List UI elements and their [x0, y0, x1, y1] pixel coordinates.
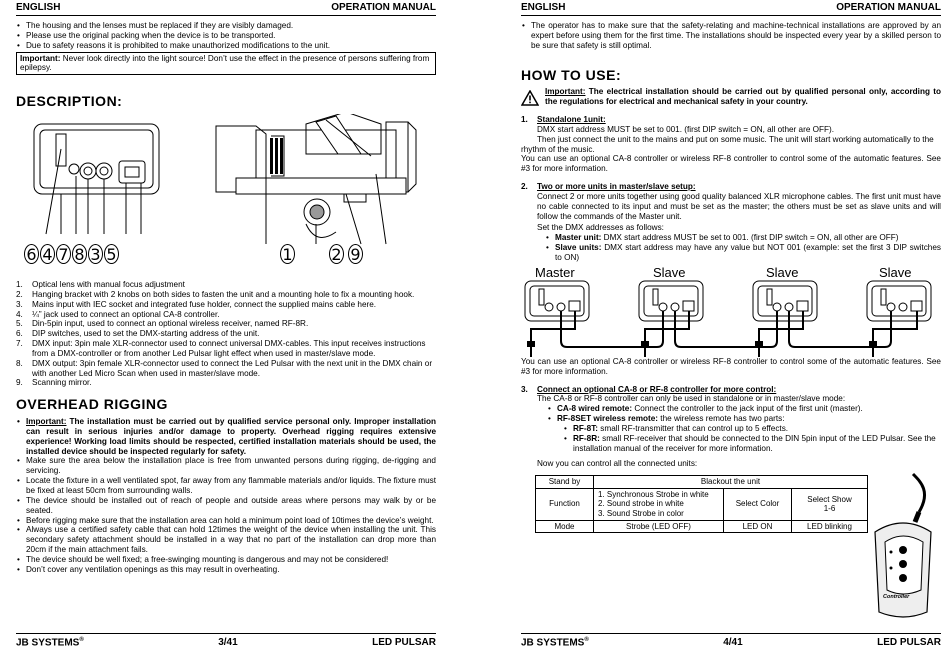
callout-6: 6	[24, 244, 39, 264]
list-item: • Slave units: DMX start address may have any value but NOT 001 (example: set the first 3 DIP switches to ON)	[545, 243, 941, 263]
section-title: Two or more units in master/slave setup:	[537, 182, 696, 192]
callout-9: 9	[348, 244, 363, 264]
diagram-label: Slave	[766, 264, 799, 280]
callout-3: 3	[88, 244, 103, 264]
list-item: 2. Hanging bracket with 2 knobs on both sides to fasten the unit and a mounting hole to fix a mounting hook.	[16, 289, 415, 299]
callout-4: 4	[40, 244, 55, 264]
howto-heading: HOW TO USE:	[521, 66, 622, 83]
list-item: • Important: The installation must be carried out by qualified service personal only. Improper installation can result in serious injuries and/or damage to property. Overhead rigging requires extensive experience! Working load limits should be respected, certified installation materials should be used, the installed device should be inspected regularly for safety.	[16, 417, 436, 456]
section-title: Connect an optional CA-8 or RF-8 controller for more control:	[537, 384, 777, 394]
footer-product: LED PULSAR	[877, 637, 941, 648]
list-item: • Master unit: DMX start address MUST be set to 001. (first DIP switch = ON, all other are OFF)	[545, 233, 941, 243]
warning-icon	[521, 90, 539, 106]
section-standalone: 1. Standalone 1unit: DMX start address MUST be set to 001. (first DIP switch = ON, all other are OFF). Then just connect the unit to the mains and put on some music. The unit will start working automatically to the rhythm of the music.	[521, 115, 941, 154]
diagram-label: Slave	[653, 264, 686, 280]
unit-slave-3	[867, 281, 931, 321]
important-notice	[16, 52, 436, 76]
list-item: • Please use the original packing when the device is to be transported.	[16, 31, 436, 41]
list-item: • Before rigging make sure that the installation area can hold a minimum point load of 10times the device’s weight.	[16, 516, 436, 526]
footer-brand: JB SYSTEMS	[16, 637, 80, 649]
diagram-drawing	[521, 279, 941, 359]
table-row: Stand by Blackout the unit	[536, 476, 868, 489]
section-master-slave: 2. Two or more units in master/slave setup: Connect 2 or more units together using good quality balanced XLR microphone cables. The first unit must have no cable connected to its input and must be set as the master; the others must be set as slave units and will follow the commands of the Master unit. Set the DMX addresses as follows: • Master unit: DMX start address MUST be set to 001. (first DIP switch = ON, all other are OFF) • Slave units: DMX start address may have any value but NOT 001 (example: set the first 3 DIP switches to ON)	[521, 182, 941, 263]
description-heading: DESCRIPTION:	[16, 93, 123, 110]
list-item: • Don’t cover any ventilation openings as this may result in overheating.	[16, 565, 436, 575]
list-item: • The device should be installed out of reach of people and outside areas where persons may walk by or be seated.	[16, 496, 436, 516]
list-item: • The housing and the lenses must be replaced if they are visibly damaged.	[16, 21, 436, 31]
list-item: • The device should be well fixed; a free-swinging mounting is dangerous and may not be considered!	[16, 555, 436, 565]
master-slave-diagram	[521, 265, 941, 357]
footer-page-number: 3/41	[218, 637, 238, 648]
important-label: Important:	[545, 87, 586, 97]
section-controller: 3. Connect an optional CA-8 or RF-8 controller for more control: The CA-8 or RF-8 controller can only be used in standalone or in master/slave mode: • CA-8 wired remote: Connect the controller to the jack input of the first unit (master). • RF-8SET wireless remote: the wireless remote has two parts: • RF-8T: small RF-transmitter that can control up to 5 effects. • RF-8R: small RF-receiver that should be connected to the DIN 5pin input of the LED Pulsar. See the installation manual of the receiver for more information. Now you can control all the connected units:	[521, 385, 941, 470]
list-item: • Make sure the area below the installation place is free from unwanted persons during rigging, de-rigging and servicing.	[16, 456, 436, 476]
callouts-rear	[24, 244, 120, 264]
callout-1: 1	[280, 244, 295, 264]
header-title: OPERATION MANUAL	[836, 2, 941, 13]
list-item: 6. DIP switches, used to set the DMX-starting address of the unit.	[16, 329, 260, 339]
important-text: The electrical installation should be carried out by qualified personal only, according to the regulations for electrical and mechanical safety in your country.	[545, 87, 941, 107]
left-page	[16, 0, 436, 654]
list-item: • Due to safety reasons it is prohibited to make unauthorized modifications to the unit.	[16, 41, 436, 51]
rigging-bullets	[16, 417, 436, 575]
remote-label: Controller	[883, 594, 910, 600]
list-item: 7. DMX input: 3pin male XLR-connector used to connect universal DMX-cables. This input receives instructions from a DMX-controller or from another Led Pulsar light effect when used in master/slave mode.	[16, 339, 426, 358]
unit-master	[525, 281, 589, 321]
header-lang: ENGLISH	[16, 2, 61, 13]
important-label: Important:	[20, 53, 61, 63]
list-item: 4. ¼” jack used to connect an optional CA-8 controller.	[16, 309, 220, 319]
page-footer	[16, 633, 436, 651]
description-list	[16, 280, 436, 388]
intro-bullets	[16, 21, 436, 51]
list-item: • RF-8R: small RF-receiver that should be connected to the DIN 5pin input of the LED Pulsar. See the installation manual of the receiver for more information.	[563, 434, 941, 454]
unit-slave-1	[639, 281, 703, 321]
header-lang: ENGLISH	[521, 2, 566, 13]
howto-important	[521, 87, 941, 107]
diagram-label: Slave	[879, 264, 912, 280]
top-bullets	[521, 21, 941, 51]
section-paragraph: You can use an optional CA-8 controller or wireless RF-8 controller to control some of the automatic features. See #3 for more information.	[521, 154, 941, 174]
page-header	[521, 0, 941, 16]
callout-8: 8	[72, 244, 87, 264]
unit-slave-2	[753, 281, 817, 321]
header-title: OPERATION MANUAL	[331, 2, 436, 13]
right-page	[521, 0, 941, 654]
section-title: Standalone 1unit:	[537, 115, 606, 125]
footer-brand: JB SYSTEMS	[521, 637, 585, 649]
footer-reg: ®	[584, 637, 589, 643]
list-item: • CA-8 wired remote: Connect the controller to the jack input of the first unit (master).	[547, 404, 941, 414]
controller-table	[535, 475, 868, 533]
page-header	[16, 0, 436, 16]
list-item: • Always use a certified safety cable that can hold 12times the weight of the device when installing the unit. This secondary safety attachment should be installed in a way that no part of the installation can drop more than 20cm if the main attachment fails.	[16, 525, 436, 555]
important-text: Never look directly into the light source! Don’t use the effect in the presence of persons suffering from epilepsy.	[20, 53, 430, 73]
list-item: 3. Mains input with IEC socket and integrated fuse holder, connect the supplied mains cable here.	[16, 299, 377, 309]
list-item: • The operator has to make sure that the safety-relating and machine-technical installations are approved by an expert before using them for the first time. The installations should be inspected every year by a skilled person to be sure that safety is still optimal.	[521, 21, 941, 51]
table-row: Mode Strobe (LED OFF) LED ON LED blinking	[536, 520, 868, 533]
callout-7: 7	[56, 244, 71, 264]
section-paragraph: You can use an optional CA-8 controller or wireless RF-8 controller to control some of the automatic features. See #3 for more information.	[521, 356, 941, 376]
footer-reg: ®	[79, 637, 84, 643]
list-item: 9. Scanning mirror.	[16, 378, 92, 388]
list-item: 1. Optical lens with manual focus adjustment	[16, 280, 185, 290]
callout-2: 2	[329, 244, 344, 264]
rigging-heading: OVERHEAD RIGGING	[16, 396, 168, 413]
footer-page-number: 4/41	[723, 637, 743, 648]
table-row: Function 1. Synchronous Strobe in white 2. Sound strobe in white 3. Sound Strobe in color Select Color Select Show 1-6	[536, 488, 868, 520]
list-item: 5. Din-5pin input, used to connect an optional wireless receiver, named RF-8R.	[16, 319, 309, 329]
list-item: • Locate the fixture in a well ventilated spot, far away from any flammable materials and/or liquids. The fixture must be fixed at least 50cm from surrounding walls.	[16, 476, 436, 496]
callouts-side	[280, 244, 364, 264]
list-item: 8. DMX output: 3pin female XLR-connector used to connect the Led Pulsar with the next unit in the DMX chain or with another Led Micro Scan when used in master/slave mode.	[16, 358, 433, 378]
callout-5: 5	[104, 244, 119, 264]
list-item: • RF-8T: small RF-transmitter that can control up to 5 effects.	[563, 424, 941, 434]
list-item: • RF-8SET wireless remote: the wireless remote has two parts:	[547, 414, 941, 424]
diagram-label: Master	[535, 264, 575, 280]
footer-product: LED PULSAR	[372, 637, 436, 648]
page-footer	[521, 633, 941, 651]
